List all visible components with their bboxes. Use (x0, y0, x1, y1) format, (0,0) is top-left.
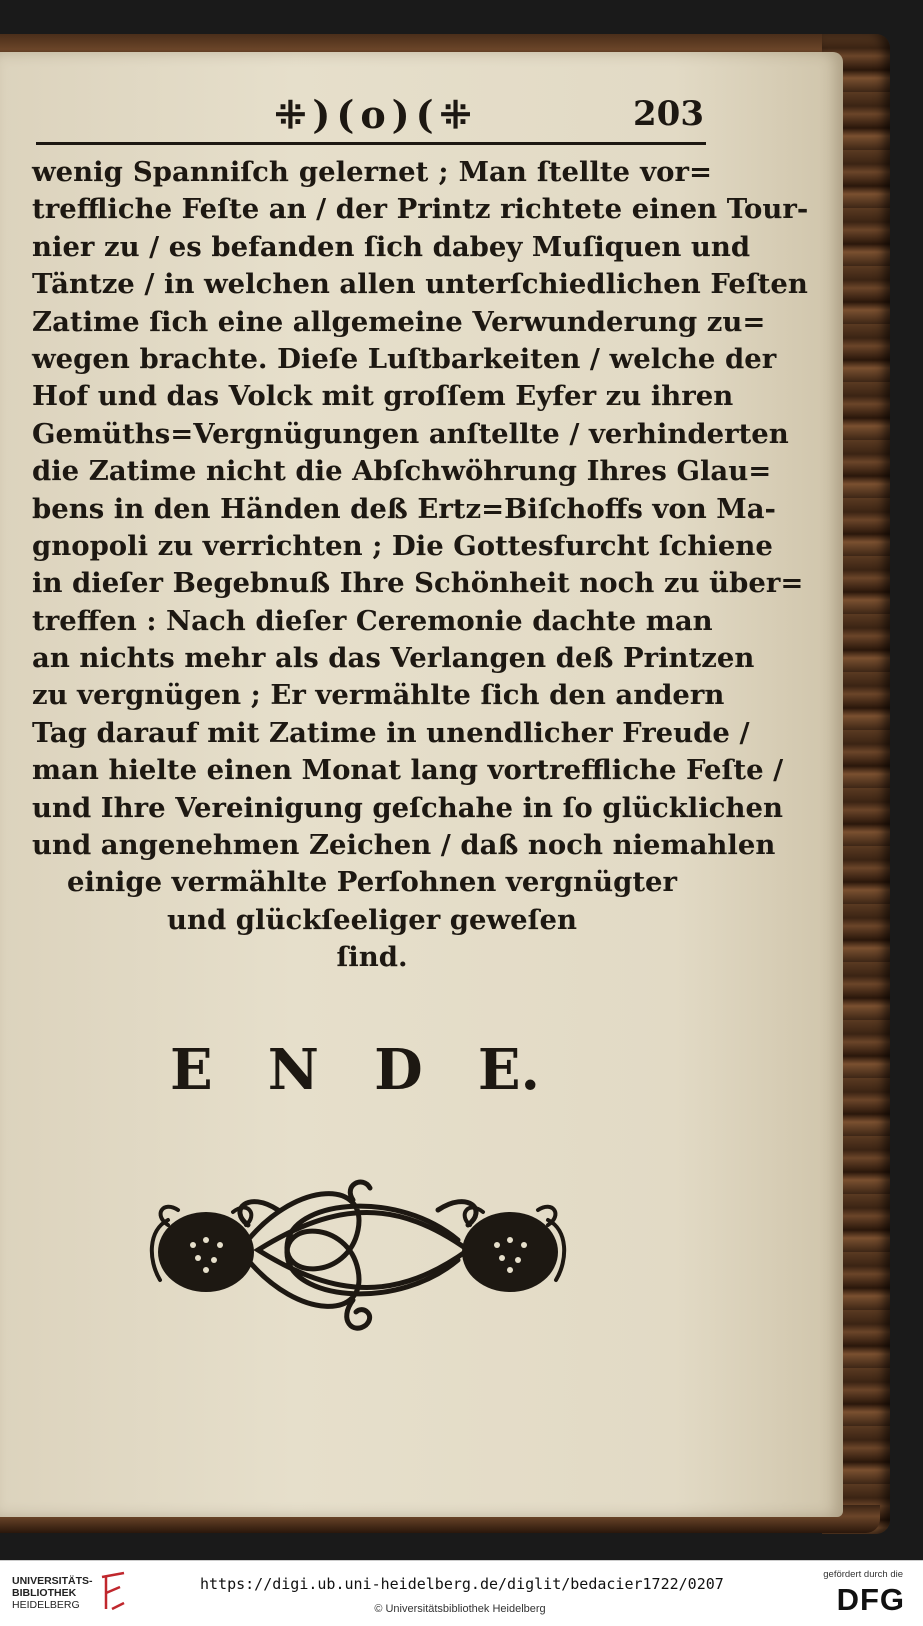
text-line: in dieſer Begebnuß Ihre Schönheit noch zu über= (32, 567, 804, 600)
text-line: nier zu / es befanden ſich dabey Muſiquen und (32, 230, 751, 263)
text-line: zu vergnügen ; Er vermählte ſich den andern (32, 679, 725, 712)
text-line: die Zatime nicht die Abſchwöhrung Ihres Glau= (32, 455, 772, 488)
text-line: wenig Spanniſch gelernet ; Man ſtellte vor= (32, 156, 712, 188)
library-name-line: UNIVERSITÄTS- (12, 1575, 93, 1587)
text-line: Tag darauf mit Zatime in unendlicher Freude / (32, 716, 750, 749)
text-line: und angenehmen Zeichen / daß noch niemahlen (32, 829, 776, 862)
closing-line: ſind. (336, 941, 408, 974)
text-line: Hof und das Volck mit groſſem Eyfer zu ihren (32, 380, 734, 413)
text-line: wegen brachte. Dieſe Luſtbarkeiten / welche der (32, 342, 777, 375)
permalink-url[interactable]: https://digi.ub.uni-heidelberg.de/diglit/bedacier1722/0207 (200, 1575, 724, 1593)
dfg-logo[interactable]: DFG (836, 1582, 905, 1617)
text-line: man hielte einen Monat lang vortreffliche Feſte / (32, 754, 784, 787)
ub-heidelberg-logo-icon[interactable] (98, 1569, 128, 1613)
header-rule (36, 142, 706, 145)
text-line: und Ihre Vereinigung geſchahe in ſo glücklichen (32, 791, 783, 824)
page-header (36, 88, 708, 148)
text-line: gnopoli zu verrichten ; Die Gottesfurcht ſchiene (32, 529, 773, 562)
page-number: 203 (633, 94, 704, 134)
library-name-line: BIBLIOTHEK (12, 1587, 77, 1599)
text-line: bens in den Händen deß Ertz=Biſchoffs von Ma- (32, 492, 776, 525)
text-line: Täntze / in welchen allen unterſchiedlichen Feſten (32, 268, 808, 301)
page-body-text (32, 154, 809, 977)
text-line: Gemüths=Vergnügungen anſtellte / verhinderten (32, 417, 789, 450)
copyright-notice: © Universitätsbibliothek Heidelberg (374, 1603, 546, 1615)
library-name-line: HEIDELBERG (12, 1599, 80, 1611)
text-line: treffen : Nach dieſer Ceremonie dachte man (32, 604, 713, 637)
funder-note: gefördert durch die (823, 1569, 903, 1580)
viewer-footer (0, 1560, 923, 1626)
text-line: Zatime ſich eine allgemeine Verwunderung zu= (32, 305, 766, 338)
closing-line: und glückſeeliger geweſen (167, 903, 577, 936)
library-name (12, 1575, 93, 1611)
floral-flourish-icon (138, 1170, 578, 1340)
ende-heading: E N D E. (170, 1037, 540, 1103)
closing-line: einige vermählte Perſohnen vergnügter (66, 866, 678, 899)
text-line: an nichts mehr als das Verlangen deß Printzen (32, 642, 755, 675)
text-line: treffliche Feſte an / der Printz richtete einen Tour- (32, 193, 809, 226)
printer-ornament-icon: ⁜)(o)(⁜ (274, 92, 478, 137)
